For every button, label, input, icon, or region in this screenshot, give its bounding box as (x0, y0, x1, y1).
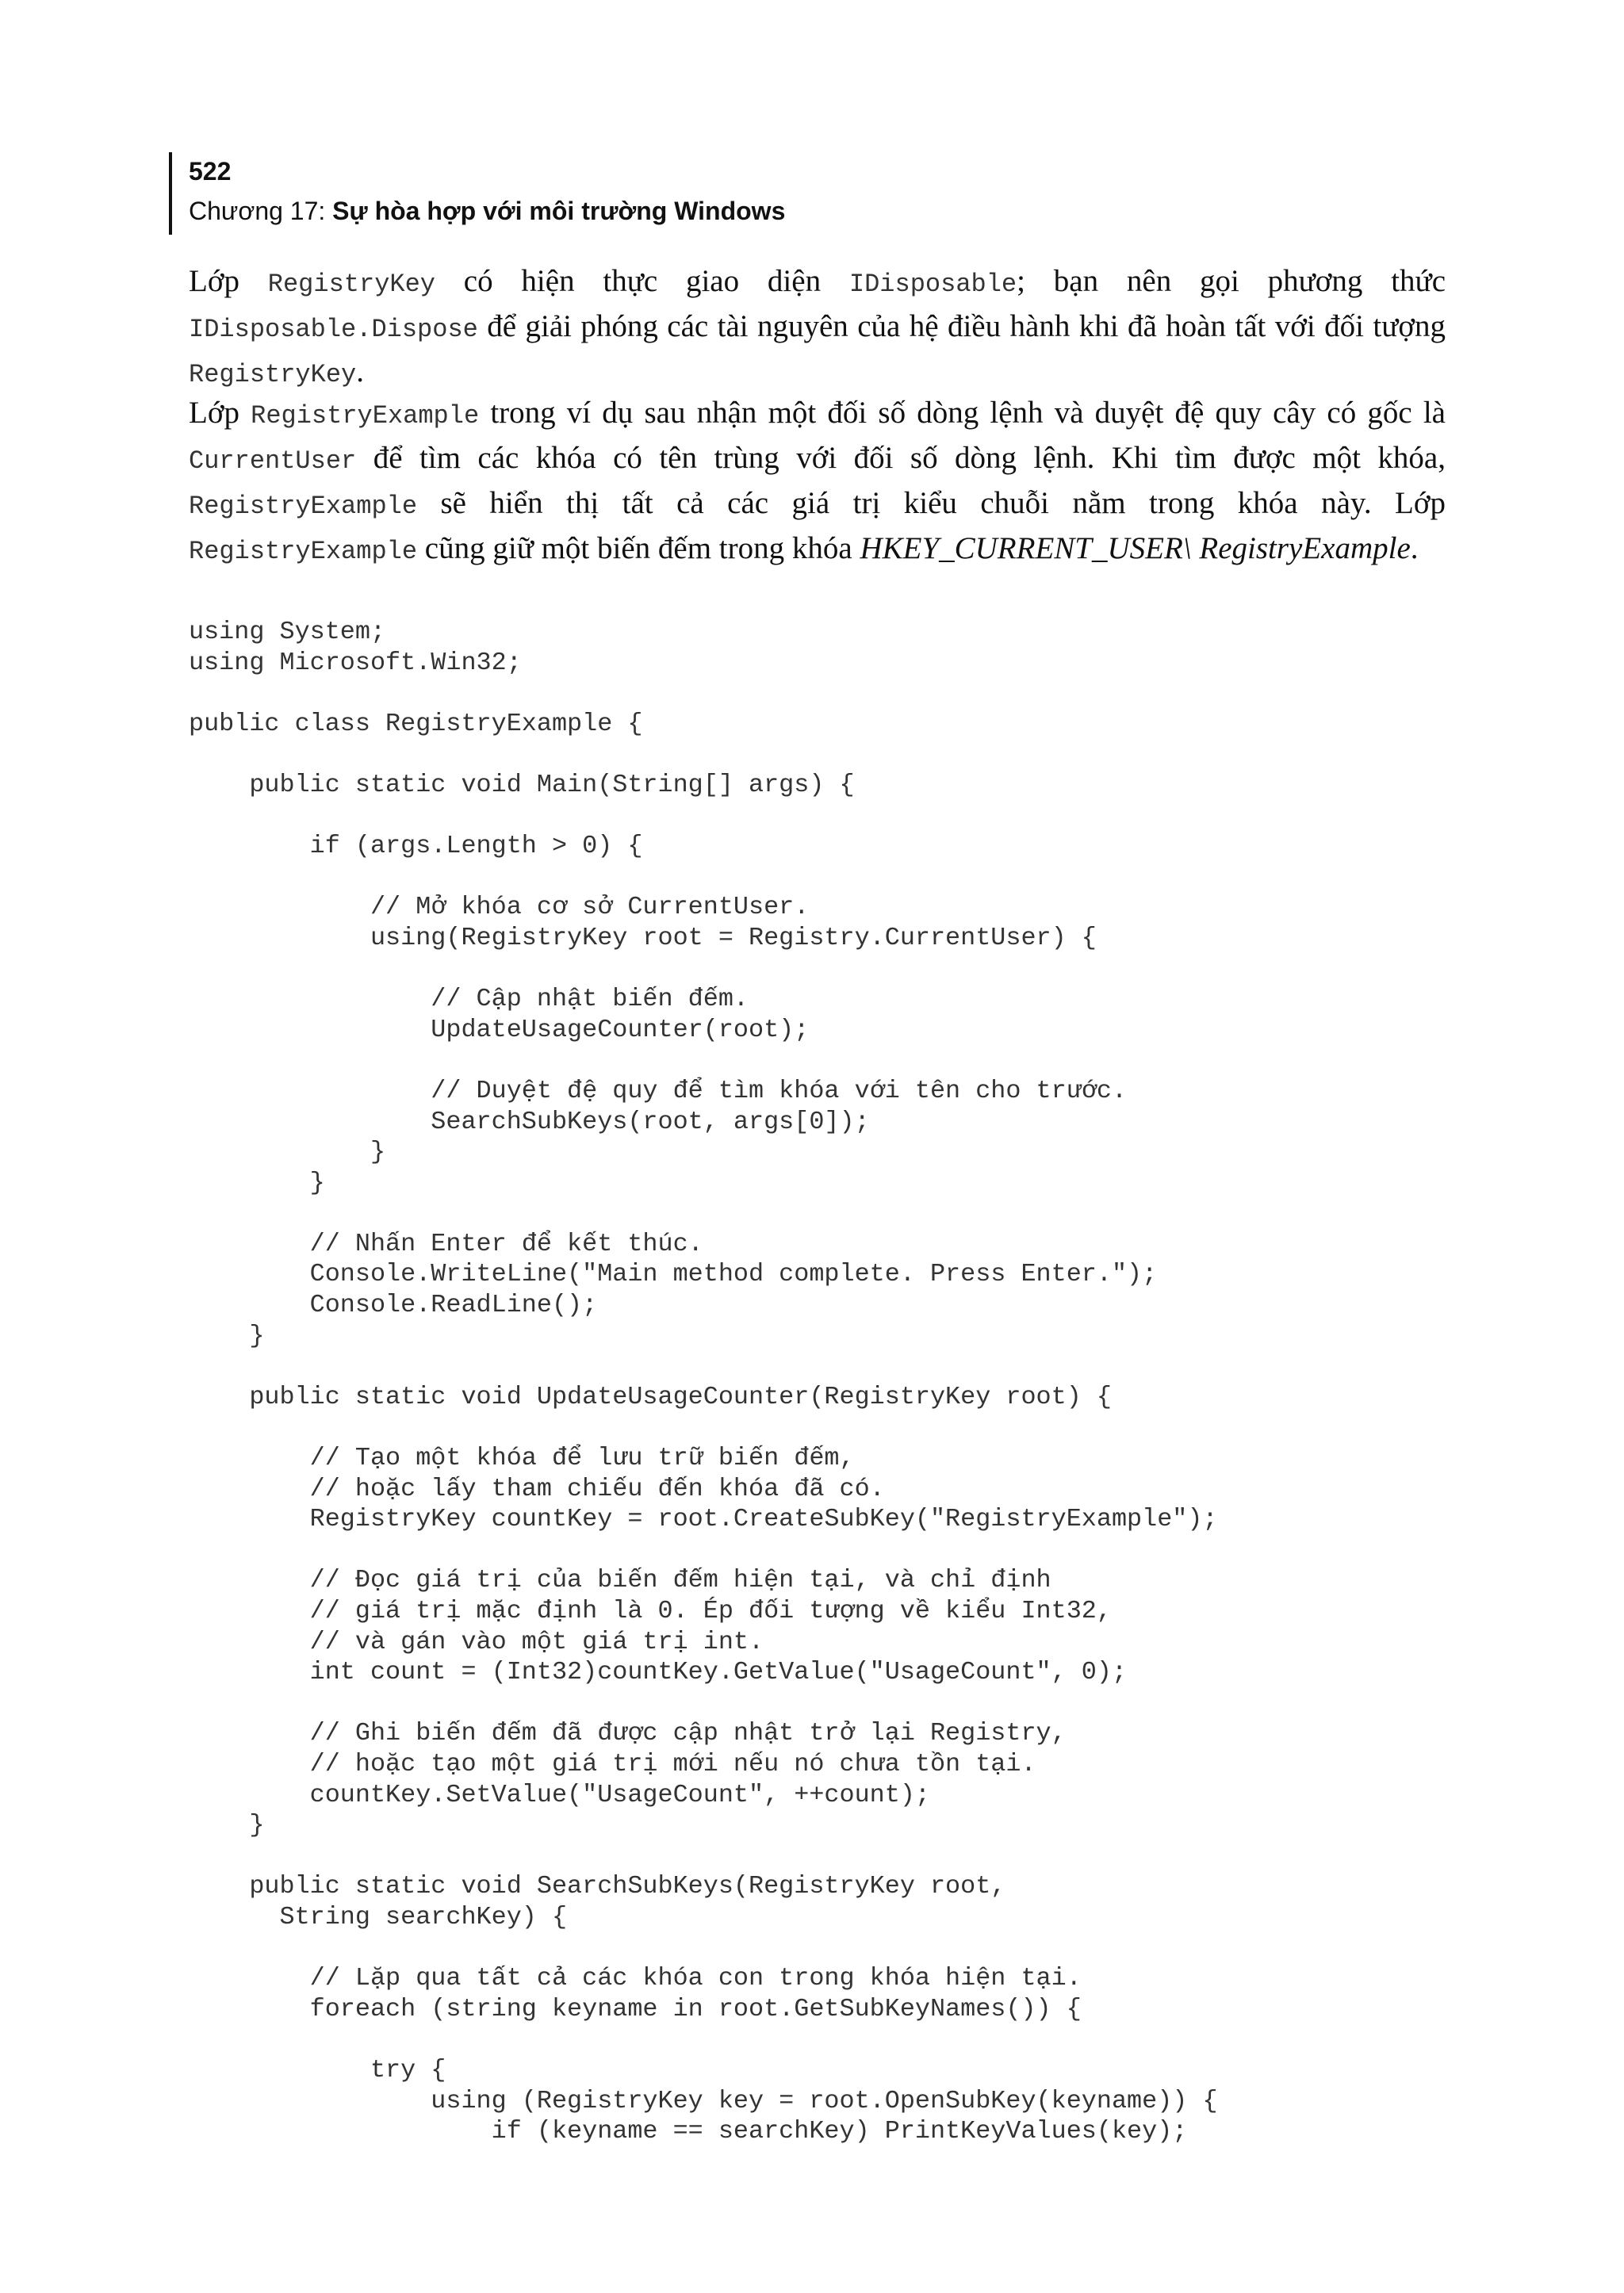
registry-key-path: HKEY_CURRENT_USER\ RegistryExample (860, 531, 1411, 565)
paragraph-1-text-5: . (356, 354, 364, 389)
inline-code-registrykey-2: RegistryKey (189, 360, 357, 389)
paragraph-1-text-3: ; bạn nên gọi phương thức (1017, 264, 1446, 298)
chapter-title: Sự hòa hợp với môi trường Windows (332, 197, 786, 225)
inline-code-dispose: IDisposable.Dispose (189, 315, 478, 344)
paragraph-2-text-2: trong ví dụ sau nhận một đối số dòng lệnh và duyệt đệ quy cây có gốc là (479, 396, 1446, 430)
paragraph-2-text-3: để tìm các khóa có tên trùng với đối số dòng lệnh. Khi tìm được một khóa, (356, 441, 1446, 475)
paragraph-2-text-4: sẽ hiển thị tất cả các giá trị kiểu chuỗi nằm trong khóa này. Lớp (417, 486, 1446, 520)
paragraph-2 (189, 392, 1446, 572)
inline-code-idisposable: IDisposable (848, 270, 1017, 299)
paragraph-1 (189, 260, 1446, 396)
paragraph-2-text-5: cũng giữ một biến đếm trong khóa (417, 531, 860, 565)
chapter-heading (189, 197, 785, 226)
inline-code-registryexample: RegistryExample (251, 401, 480, 431)
paragraph-2-text-6: . (1410, 531, 1419, 565)
paragraph-2-text-1: Lớp (189, 396, 251, 430)
inline-code-registryexample-3: RegistryExample (189, 537, 418, 566)
paragraph-1-text-2: có hiện thực giao diện (435, 264, 849, 298)
inline-code-currentuser: CurrentUser (189, 446, 357, 476)
inline-code-registryexample-2: RegistryExample (189, 492, 418, 521)
paragraph-1-text-1: Lớp (189, 264, 268, 298)
inline-code-registrykey: RegistryKey (267, 270, 435, 299)
page-number: 522 (189, 157, 232, 186)
chapter-prefix: Chương 17: (189, 197, 333, 225)
header-vertical-rule (169, 152, 172, 235)
paragraph-1-text-4: để giải phóng các tài nguyên của hệ điều hành khi đã hoàn tất với đối tượng (477, 309, 1446, 343)
code-listing: using System; using Microsoft.Win32; public class RegistryExample { public static void Main(String[] args) { if (args.Length > 0) { // Mở khóa cơ sở CurrentUser. using(RegistryKey root = Registry.CurrentUser) { // Cập nhật biến đếm. UpdateUsageCounter(root); // Duyệt đệ quy để tìm khóa với tên cho trước. SearchSubKeys(root, args[0]); } } // Nhấn Enter để kết thúc. Console.WriteLine("Main method complete. Press Enter."); Console.ReadLine(); } public static void UpdateUsageCounter(RegistryKey root) { // Tạo một khóa để lưu trữ biến đếm, // hoặc lấy tham chiếu đến khóa đã có. RegistryKey countKey = root.CreateSubKey("RegistryExample"); // Đọc giá trị của biến đếm hiện tại, và chỉ định // giá trị mặc định là 0. Ép đối tượng về kiểu Int32, // và gán vào một giá trị int. int count = (Int32)countKey.GetValue("UsageCount", 0); // Ghi biến đếm đã được cập nhật trở lại Registry, // hoặc tạo một giá trị mới nếu nó chưa tồn tại. countKey.SetValue("UsageCount", ++count); } public static void SearchSubKeys(RegistryKey root, String searchKey) { // Lặp qua tất cả các khóa con trong khóa hiện tại. foreach (string keyname in root.GetSubKeyNames()) { try { using (RegistryKey key = root.OpenSubKey(keyname)) { if (keyname == searchKey) PrintKeyValues(key); (189, 618, 1218, 2146)
